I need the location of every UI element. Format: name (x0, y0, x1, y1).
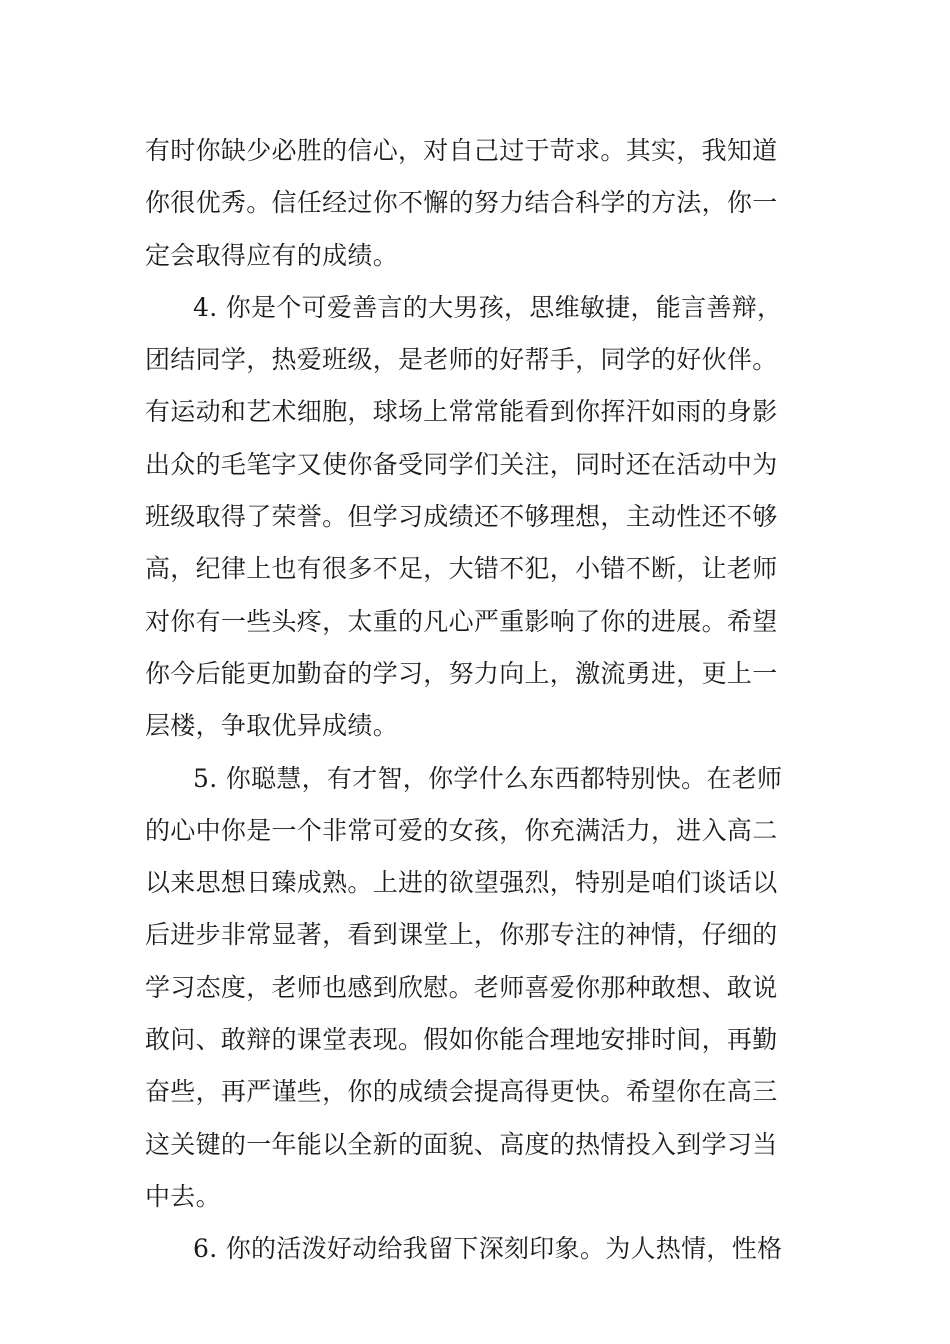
paragraph-first-line: 4. 你是个可爱善言的大男孩，思维敏捷，能言善辩， (193, 292, 783, 322)
text-line: 这关键的一年能以全新的面貌、高度的热情投入到学习当 (145, 1129, 778, 1159)
paragraph-first-line: 5. 你聪慧，有才智，你学什么东西都特别快。在老师 (193, 763, 783, 793)
text-line: 中去。 (145, 1181, 221, 1211)
text-line: 出众的毛笔字又使你备受同学们关注，同时还在活动中为 (145, 449, 778, 479)
text-line: 对你有一些头疼，太重的凡心严重影响了你的进展。希望 (145, 606, 778, 636)
document-body (145, 125, 810, 1276)
text-line: 后进步非常显著，看到课堂上，你那专注的神情，仔细的 (145, 920, 778, 950)
text-line: 你今后能更加勤奋的学习，努力向上，激流勇进，更上一 (145, 658, 778, 688)
text-line: 有时你缺少必胜的信心，对自己过于苛求。其实，我知道 (145, 136, 778, 165)
text-line: 有运动和艺术细胞，球场上常常能看到你挥汗如雨的身影 (145, 397, 778, 427)
text-line: 奋些，再严谨些，你的成绩会提高得更快。希望你在高三 (145, 1077, 778, 1107)
text-line: 班级取得了荣誉。但学习成绩还不够理想，主动性还不够 (145, 502, 778, 532)
text-line: 的心中你是一个非常可爱的女孩，你充满活力，进入高二 (145, 815, 778, 845)
text-line: 高，纪律上也有很多不足，大错不犯，小错不断，让老师 (145, 554, 778, 584)
text-line: 层楼，争取优异成绩。 (145, 711, 399, 741)
text-line: 敢问、敢辩的课堂表现。假如你能合理地安排时间，再勤 (145, 1025, 778, 1055)
text-line: 团结同学，热爱班级，是老师的好帮手，同学的好伙伴。 (145, 345, 778, 375)
text-line: 你很优秀。信任经过你不懈的努力结合科学的方法，你一 (145, 188, 778, 218)
text-line: 以来思想日臻成熟。上进的欲望强烈，特别是咱们谈话以 (145, 868, 778, 898)
text-line: 定会取得应有的成绩。 (145, 240, 399, 270)
text-line: 学习态度，老师也感到欣慰。老师喜爱你那种敢想、敢说 (145, 972, 778, 1002)
paragraph-first-line: 6. 你的活泼好动给我留下深刻印象。为人热情，性格 (193, 1234, 783, 1264)
